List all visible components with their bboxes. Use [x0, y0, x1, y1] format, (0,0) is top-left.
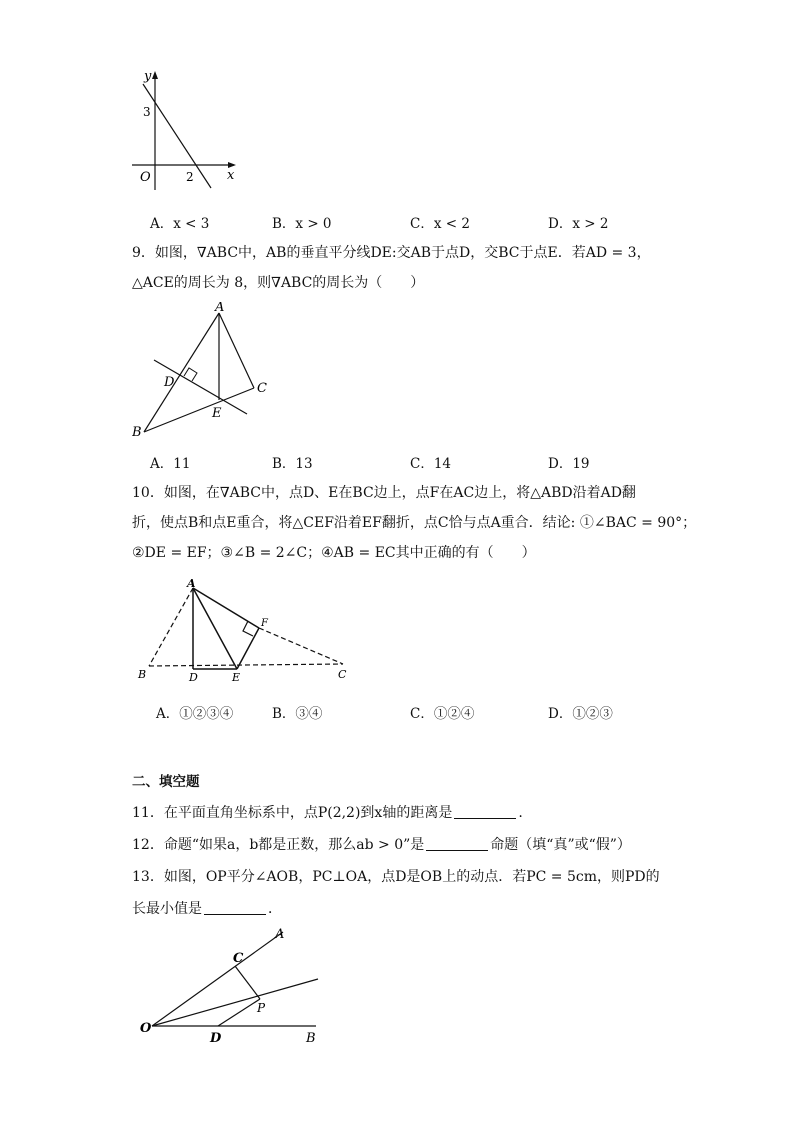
q10-label-f: F [261, 618, 268, 629]
q11-answer-blank[interactable] [454, 804, 516, 819]
q10-fold-figure [135, 576, 355, 684]
q12-text-before: 12．命题“如果a，b都是正数，那么ab > 0”是 [132, 837, 425, 853]
q10-label-e: E [232, 671, 241, 684]
q13-label-a: A [275, 927, 285, 942]
q10-text-line1: 10．如图，在∇ABC中，点D、E在BC边上，点F在AC边上，将△ABD沿着AD翻 [132, 485, 636, 501]
q10-text-line2: 折，使点B和点E重合，将△CEF沿着EF翻折，点C恰与点A重合．结论: ①∠BAC = 90°； [132, 515, 697, 531]
q8-graph-figure [128, 66, 243, 191]
section-heading: 二、填空题 [132, 774, 200, 790]
q9-label-e: E [212, 406, 222, 421]
q12-answer-blank[interactable] [426, 836, 488, 851]
q10-option-a: A．①②③④ [156, 706, 234, 722]
q9-option-a: A．11 [150, 456, 191, 472]
q11-text [132, 802, 523, 824]
q10-label-b: B [138, 668, 147, 681]
q12-text [132, 834, 631, 856]
q9-label-d: D [164, 375, 175, 390]
q9-triangle-figure [132, 302, 282, 444]
graph-line [143, 84, 211, 188]
axis-label-y: y [144, 69, 152, 84]
q9-option-b: B．13 [272, 456, 313, 472]
q9-option-c: C．14 [410, 456, 452, 472]
q13-text-line2-before: 长最小值是 [132, 901, 202, 917]
q11-text-after: . [518, 805, 523, 821]
q10-label-a: A [187, 577, 196, 590]
q9-label-b: B [132, 425, 142, 440]
q13-label-c: C [233, 951, 244, 966]
q9-label-a: A [215, 302, 225, 315]
q13-label-b: B [306, 1031, 316, 1046]
q13-answer-blank[interactable] [204, 900, 266, 915]
q10-text-line3: ②DE = EF；③∠B = 2∠C；④AB = EC其中正确的有（ ） [132, 545, 536, 561]
q13-label-d: D [210, 1031, 222, 1046]
q11-text-before: 11．在平面直角坐标系中，点P(2,2)到x轴的距离是 [132, 805, 453, 821]
q13-label-o: O [140, 1021, 152, 1036]
q12-text-after: 命题（填“真”或“假”） [490, 837, 631, 853]
q9-text-line1: 9．如图，∇ABC中，AB的垂直平分线DE:交AB于点D，交BC于点E．若AD = 3， [132, 245, 651, 261]
q9-text-line2: △ACE的周长为 8，则∇ABC的周长为（ ） [132, 275, 425, 291]
y-intercept-label: 3 [143, 105, 151, 119]
q13-angle-bisector-figure [140, 922, 340, 1047]
q8-option-a: A．x < 3 [150, 216, 210, 232]
q10-option-d: D．①②③ [548, 706, 613, 722]
y-axis-arrow-icon [152, 71, 158, 79]
q13-text-line2-after: ． [268, 901, 282, 917]
q10-option-b: B．③④ [272, 706, 323, 722]
x-intercept-label: 2 [186, 170, 194, 184]
q10-option-c: C．①②④ [410, 706, 475, 722]
axis-label-x: x [227, 168, 235, 183]
origin-label: O [140, 170, 151, 185]
q13-text-line2 [132, 898, 282, 920]
q9-option-d: D．19 [548, 456, 590, 472]
q9-label-c: C [257, 381, 267, 396]
q10-label-d: D [189, 671, 198, 684]
q13-label-p: P [257, 1001, 266, 1015]
q10-label-c: C [338, 668, 347, 681]
q8-option-d: D．x > 2 [548, 216, 609, 232]
q8-option-b: B．x > 0 [272, 216, 332, 232]
q8-option-c: C．x < 2 [410, 216, 470, 232]
q13-text-line1: 13．如图，OP平分∠AOB，PC⊥OA，点D是OB上的动点．若PC = 5cm，则PD的 [132, 869, 660, 885]
